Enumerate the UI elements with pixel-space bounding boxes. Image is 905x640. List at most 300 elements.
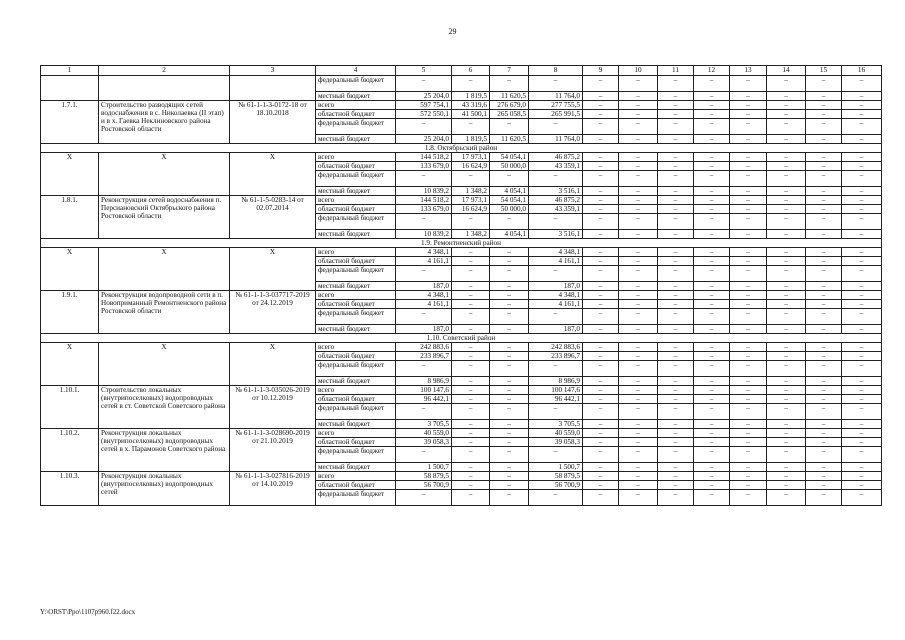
budget-value-cell: – bbox=[619, 187, 658, 196]
budget-value-cell: – bbox=[658, 395, 694, 404]
section-row bbox=[41, 144, 882, 153]
budget-value-cell: – bbox=[694, 395, 730, 404]
budget-value-cell: – bbox=[842, 230, 882, 239]
budget-value-cell: – bbox=[583, 463, 619, 472]
budget-value-cell: – bbox=[806, 76, 842, 92]
object-document: № 61-1-1-3-035026-2019 от 10.12.2019 bbox=[230, 386, 316, 429]
budget-value-cell: – bbox=[730, 76, 767, 92]
budget-value-cell: 4 161,1 bbox=[396, 300, 452, 309]
budget-value-cell: – bbox=[694, 361, 730, 377]
budget-value-cell: – bbox=[583, 438, 619, 447]
budget-value-cell: – bbox=[806, 162, 842, 171]
budget-value-cell: – bbox=[529, 266, 583, 282]
budget-value-cell: – bbox=[529, 119, 583, 135]
budget-value-cell: – bbox=[842, 490, 882, 506]
budget-value-cell: – bbox=[658, 162, 694, 171]
budget-value-cell: – bbox=[396, 361, 452, 377]
budget-value-cell: – bbox=[730, 325, 767, 334]
budget-value-cell: 1 500,7 bbox=[529, 463, 583, 472]
budget-value-cell: – bbox=[583, 92, 619, 101]
budget-value-cell: 46 875,2 bbox=[529, 196, 583, 205]
budget-value-cell: – bbox=[658, 343, 694, 352]
budget-value-cell: – bbox=[842, 447, 882, 463]
budget-type-label: федеральный бюджет bbox=[316, 214, 396, 230]
budget-value-cell: – bbox=[806, 325, 842, 334]
budget-value-cell: – bbox=[658, 300, 694, 309]
budget-value-cell: 3 516,1 bbox=[529, 230, 583, 239]
budget-value-cell: – bbox=[730, 377, 767, 386]
budget-type-label: областной бюджет bbox=[316, 205, 396, 214]
budget-value-cell: – bbox=[490, 481, 529, 490]
page-number: 29 bbox=[448, 27, 457, 36]
budget-value-cell: – bbox=[658, 463, 694, 472]
budget-value-cell: – bbox=[619, 463, 658, 472]
budget-value-cell: – bbox=[767, 309, 806, 325]
budget-value-cell: – bbox=[619, 214, 658, 230]
budget-value-cell: – bbox=[806, 153, 842, 162]
budget-value-cell: 4 348,1 bbox=[396, 248, 452, 257]
budget-value-cell: – bbox=[767, 171, 806, 187]
budget-value-cell: 39 058,3 bbox=[529, 438, 583, 447]
budget-value-cell: – bbox=[490, 429, 529, 438]
budget-value-cell: – bbox=[583, 395, 619, 404]
budget-value-cell: – bbox=[842, 463, 882, 472]
budget-value-cell: – bbox=[658, 481, 694, 490]
budget-value-cell: 11 620,5 bbox=[490, 135, 529, 144]
object-document: № 61-1-1-3-0172-18 от 18.10.2018 bbox=[230, 101, 316, 144]
column-header: 9 bbox=[583, 66, 619, 76]
budget-value-cell: – bbox=[658, 248, 694, 257]
budget-value-cell: – bbox=[452, 291, 490, 300]
budget-value-cell: – bbox=[452, 481, 490, 490]
budget-value-cell: – bbox=[806, 187, 842, 196]
object-document: № 61-1-1-3-028690-2019 от 21.10.2019 bbox=[230, 429, 316, 472]
budget-type-label: местный бюджет bbox=[316, 377, 396, 386]
budget-value-cell: – bbox=[842, 196, 882, 205]
budget-value-cell: – bbox=[806, 101, 842, 110]
budget-value-cell: – bbox=[730, 187, 767, 196]
budget-value-cell: 3 516,1 bbox=[529, 187, 583, 196]
budget-value-cell: – bbox=[806, 291, 842, 300]
budget-value-cell: 43 359,1 bbox=[529, 205, 583, 214]
budget-value-cell: – bbox=[730, 153, 767, 162]
budget-value-cell: – bbox=[658, 153, 694, 162]
budget-value-cell: – bbox=[396, 119, 452, 135]
budget-value-cell: – bbox=[490, 325, 529, 334]
budget-value-cell: – bbox=[730, 386, 767, 395]
empty-cell bbox=[230, 92, 316, 101]
budget-value-cell: 46 875,2 bbox=[529, 153, 583, 162]
budget-value-cell: – bbox=[452, 420, 490, 429]
budget-value-cell: – bbox=[842, 101, 882, 110]
budget-value-cell: – bbox=[730, 291, 767, 300]
budget-value-cell: – bbox=[694, 325, 730, 334]
budget-value-cell: – bbox=[490, 490, 529, 506]
budget-value-cell: – bbox=[842, 248, 882, 257]
budget-value-cell: – bbox=[583, 162, 619, 171]
budget-value-cell: – bbox=[396, 404, 452, 420]
budget-value-cell: 11 764,0 bbox=[529, 135, 583, 144]
budget-value-cell: – bbox=[806, 429, 842, 438]
budget-value-cell: – bbox=[452, 282, 490, 291]
budget-value-cell: 10 839,2 bbox=[396, 230, 452, 239]
budget-value-cell: – bbox=[842, 386, 882, 395]
column-header: 5 bbox=[396, 66, 452, 76]
budget-value-cell: – bbox=[490, 404, 529, 420]
column-header-row bbox=[41, 66, 882, 76]
budget-value-cell: – bbox=[842, 343, 882, 352]
budget-value-cell: – bbox=[730, 248, 767, 257]
table-row bbox=[41, 196, 882, 205]
budget-value-cell: – bbox=[694, 404, 730, 420]
budget-value-cell: – bbox=[767, 266, 806, 282]
budget-value-cell: – bbox=[658, 377, 694, 386]
budget-value-cell: – bbox=[583, 429, 619, 438]
budget-value-cell: – bbox=[490, 76, 529, 92]
budget-value-cell: – bbox=[658, 352, 694, 361]
budget-value-cell: – bbox=[806, 481, 842, 490]
budget-value-cell: – bbox=[583, 282, 619, 291]
budget-value-cell: – bbox=[619, 377, 658, 386]
budget-value-cell: – bbox=[767, 162, 806, 171]
budget-value-cell: – bbox=[730, 447, 767, 463]
column-header: 7 bbox=[490, 66, 529, 76]
budget-value-cell: – bbox=[694, 92, 730, 101]
budget-value-cell: – bbox=[842, 205, 882, 214]
budget-value-cell: – bbox=[452, 404, 490, 420]
budget-type-label: федеральный бюджет bbox=[316, 171, 396, 187]
budget-value-cell: – bbox=[452, 361, 490, 377]
budget-value-cell: – bbox=[490, 420, 529, 429]
budget-value-cell: 50 000,0 bbox=[490, 162, 529, 171]
budget-value-cell: – bbox=[658, 119, 694, 135]
budget-value-cell: – bbox=[842, 214, 882, 230]
table-row bbox=[41, 101, 882, 110]
object-number: 1.8.1. bbox=[41, 196, 99, 239]
budget-value-cell: – bbox=[842, 472, 882, 481]
budget-value-cell: – bbox=[694, 429, 730, 438]
budget-value-cell: – bbox=[694, 214, 730, 230]
budget-value-cell: – bbox=[452, 343, 490, 352]
budget-value-cell: – bbox=[842, 171, 882, 187]
budget-value-cell: – bbox=[730, 490, 767, 506]
budget-value-cell: 96 442,1 bbox=[529, 395, 583, 404]
budget-value-cell: – bbox=[842, 135, 882, 144]
budget-value-cell: – bbox=[730, 300, 767, 309]
budget-value-cell: – bbox=[658, 472, 694, 481]
budget-value-cell: – bbox=[842, 352, 882, 361]
budget-value-cell: – bbox=[619, 386, 658, 395]
budget-value-cell: 96 442,1 bbox=[396, 395, 452, 404]
budget-type-label: местный бюджет bbox=[316, 92, 396, 101]
budget-value-cell: – bbox=[490, 171, 529, 187]
budget-value-cell: – bbox=[490, 386, 529, 395]
budget-type-label: федеральный бюджет bbox=[316, 447, 396, 463]
budget-value-cell: 242 883,6 bbox=[529, 343, 583, 352]
column-header: 14 bbox=[767, 66, 806, 76]
budget-value-cell: 54 054,1 bbox=[490, 153, 529, 162]
budget-value-cell: – bbox=[730, 110, 767, 119]
budget-type-label: местный бюджет bbox=[316, 420, 396, 429]
budget-value-cell: – bbox=[767, 196, 806, 205]
budget-value-cell: – bbox=[842, 291, 882, 300]
object-name: Реконструкция сетей водоснабжения п. Персиановский Октябрьского района Ростовской области bbox=[99, 196, 230, 239]
budget-value-cell: – bbox=[396, 490, 452, 506]
budget-value-cell: – bbox=[730, 343, 767, 352]
budget-value-cell: – bbox=[619, 404, 658, 420]
budget-value-cell: 597 754,1 bbox=[396, 101, 452, 110]
budget-value-cell: – bbox=[694, 187, 730, 196]
budget-value-cell: – bbox=[619, 76, 658, 92]
budget-value-cell: – bbox=[767, 377, 806, 386]
budget-value-cell: – bbox=[730, 135, 767, 144]
budget-type-label: федеральный бюджет bbox=[316, 404, 396, 420]
budget-value-cell: – bbox=[730, 420, 767, 429]
budget-type-label: федеральный бюджет bbox=[316, 361, 396, 377]
budget-value-cell: – bbox=[396, 309, 452, 325]
budget-value-cell: – bbox=[730, 438, 767, 447]
budget-value-cell: 276 679,0 bbox=[490, 101, 529, 110]
budget-value-cell: 4 161,1 bbox=[529, 257, 583, 266]
budget-value-cell: – bbox=[806, 300, 842, 309]
budget-value-cell: – bbox=[767, 361, 806, 377]
budget-type-label: местный бюджет bbox=[316, 230, 396, 239]
budget-value-cell: – bbox=[730, 101, 767, 110]
budget-value-cell: – bbox=[619, 429, 658, 438]
table-row bbox=[41, 291, 882, 300]
budget-value-cell: – bbox=[730, 361, 767, 377]
budget-value-cell: 144 518,2 bbox=[396, 196, 452, 205]
budget-value-cell: – bbox=[583, 196, 619, 205]
budget-value-cell: – bbox=[658, 404, 694, 420]
budget-value-cell: – bbox=[694, 196, 730, 205]
budget-value-cell: – bbox=[658, 135, 694, 144]
budget-value-cell: – bbox=[583, 386, 619, 395]
column-header: 6 bbox=[452, 66, 490, 76]
budget-type-label: всего bbox=[316, 196, 396, 205]
column-header: 13 bbox=[730, 66, 767, 76]
budget-value-cell: – bbox=[842, 282, 882, 291]
footer-file-path: Y:\ORST\Ppo\1107p960.f22.docx bbox=[40, 608, 136, 616]
object-number: 1.10.1. bbox=[41, 386, 99, 429]
budget-value-cell: – bbox=[842, 162, 882, 171]
budget-value-cell: – bbox=[619, 291, 658, 300]
budget-value-cell: – bbox=[806, 309, 842, 325]
budget-value-cell: – bbox=[619, 248, 658, 257]
budget-value-cell: 39 058,3 bbox=[396, 438, 452, 447]
budget-type-label: всего bbox=[316, 386, 396, 395]
budget-value-cell: – bbox=[767, 101, 806, 110]
budget-value-cell: – bbox=[767, 395, 806, 404]
budget-value-cell: – bbox=[619, 196, 658, 205]
budget-value-cell: – bbox=[767, 463, 806, 472]
budget-type-label: местный бюджет bbox=[316, 135, 396, 144]
column-header: 12 bbox=[694, 66, 730, 76]
budget-value-cell: 4 348,1 bbox=[529, 248, 583, 257]
budget-value-cell: 187,0 bbox=[529, 325, 583, 334]
budget-value-cell: – bbox=[767, 214, 806, 230]
budget-value-cell: – bbox=[490, 257, 529, 266]
budget-value-cell: – bbox=[842, 110, 882, 119]
budget-value-cell: – bbox=[583, 309, 619, 325]
budget-value-cell: – bbox=[452, 447, 490, 463]
budget-value-cell: – bbox=[658, 420, 694, 429]
budget-value-cell: – bbox=[619, 110, 658, 119]
budget-value-cell: 8 986,9 bbox=[529, 377, 583, 386]
section-title: 1.9. Ремонтненский район bbox=[41, 239, 882, 248]
budget-value-cell: – bbox=[694, 266, 730, 282]
budget-table bbox=[40, 65, 882, 506]
object-name: Реконструкция локальных (внутрипоселковых) водопроводных сетей в х. Парамонов Советского района bbox=[99, 429, 230, 472]
budget-value-cell: – bbox=[658, 205, 694, 214]
budget-value-cell: – bbox=[767, 472, 806, 481]
budget-value-cell: – bbox=[730, 395, 767, 404]
budget-value-cell: – bbox=[452, 386, 490, 395]
column-header: 10 bbox=[619, 66, 658, 76]
budget-value-cell: – bbox=[583, 76, 619, 92]
budget-value-cell: – bbox=[767, 110, 806, 119]
budget-value-cell: – bbox=[730, 162, 767, 171]
budget-value-cell: – bbox=[452, 76, 490, 92]
budget-value-cell: – bbox=[767, 119, 806, 135]
budget-value-cell: – bbox=[490, 309, 529, 325]
object-number: 1.10.2. bbox=[41, 429, 99, 472]
budget-value-cell: 10 839,2 bbox=[396, 187, 452, 196]
budget-value-cell: – bbox=[583, 481, 619, 490]
budget-value-cell: – bbox=[619, 162, 658, 171]
budget-value-cell: – bbox=[452, 463, 490, 472]
budget-value-cell: 4 161,1 bbox=[529, 300, 583, 309]
budget-value-cell: – bbox=[767, 257, 806, 266]
budget-value-cell: – bbox=[658, 325, 694, 334]
budget-value-cell: – bbox=[730, 119, 767, 135]
budget-value-cell: – bbox=[658, 187, 694, 196]
budget-value-cell: – bbox=[658, 76, 694, 92]
budget-value-cell: – bbox=[842, 377, 882, 386]
budget-value-cell: – bbox=[694, 282, 730, 291]
budget-value-cell: – bbox=[490, 447, 529, 463]
budget-value-cell: – bbox=[694, 447, 730, 463]
budget-value-cell: 572 550,1 bbox=[396, 110, 452, 119]
section-row bbox=[41, 334, 882, 343]
object-name: Х bbox=[99, 343, 230, 386]
budget-value-cell: – bbox=[730, 214, 767, 230]
budget-value-cell: – bbox=[490, 343, 529, 352]
budget-value-cell: 41 500,1 bbox=[452, 110, 490, 119]
budget-value-cell: 40 559,0 bbox=[529, 429, 583, 438]
budget-type-label: областной бюджет bbox=[316, 395, 396, 404]
budget-value-cell: – bbox=[658, 309, 694, 325]
budget-value-cell: – bbox=[619, 300, 658, 309]
budget-value-cell: – bbox=[490, 248, 529, 257]
budget-type-label: всего bbox=[316, 472, 396, 481]
budget-value-cell: 133 679,0 bbox=[396, 162, 452, 171]
budget-value-cell: – bbox=[658, 438, 694, 447]
column-header: 8 bbox=[529, 66, 583, 76]
budget-value-cell: – bbox=[583, 300, 619, 309]
budget-value-cell: – bbox=[842, 153, 882, 162]
budget-value-cell: – bbox=[452, 490, 490, 506]
budget-value-cell: – bbox=[806, 266, 842, 282]
budget-value-cell: – bbox=[767, 205, 806, 214]
budget-value-cell: – bbox=[583, 291, 619, 300]
budget-value-cell: – bbox=[806, 361, 842, 377]
budget-value-cell: – bbox=[767, 282, 806, 291]
budget-value-cell: – bbox=[730, 92, 767, 101]
budget-value-cell: – bbox=[583, 325, 619, 334]
budget-value-cell: – bbox=[452, 472, 490, 481]
budget-value-cell: – bbox=[806, 214, 842, 230]
budget-value-cell: – bbox=[694, 101, 730, 110]
budget-value-cell: – bbox=[583, 230, 619, 239]
empty-cell bbox=[99, 92, 230, 101]
budget-value-cell: 3 705,5 bbox=[529, 420, 583, 429]
budget-value-cell: – bbox=[806, 343, 842, 352]
budget-value-cell: 1 500,7 bbox=[396, 463, 452, 472]
budget-value-cell: 8 986,9 bbox=[396, 377, 452, 386]
budget-value-cell: 4 161,1 bbox=[396, 257, 452, 266]
budget-type-label: федеральный бюджет bbox=[316, 490, 396, 506]
budget-value-cell: – bbox=[694, 309, 730, 325]
budget-value-cell: – bbox=[730, 266, 767, 282]
budget-value-cell: – bbox=[452, 300, 490, 309]
budget-value-cell: – bbox=[452, 171, 490, 187]
budget-value-cell: – bbox=[583, 352, 619, 361]
budget-value-cell: – bbox=[658, 92, 694, 101]
budget-value-cell: – bbox=[583, 420, 619, 429]
budget-type-label: местный бюджет bbox=[316, 325, 396, 334]
budget-type-label: областной бюджет bbox=[316, 438, 396, 447]
budget-value-cell: – bbox=[694, 171, 730, 187]
budget-value-cell: – bbox=[806, 171, 842, 187]
budget-value-cell: – bbox=[658, 361, 694, 377]
budget-value-cell: 40 559,0 bbox=[396, 429, 452, 438]
object-name: Х bbox=[99, 153, 230, 196]
budget-value-cell: – bbox=[767, 291, 806, 300]
budget-value-cell: – bbox=[806, 420, 842, 429]
budget-value-cell: 277 755,5 bbox=[529, 101, 583, 110]
budget-value-cell: 43 359,1 bbox=[529, 162, 583, 171]
budget-value-cell: – bbox=[619, 472, 658, 481]
table-row bbox=[41, 153, 882, 162]
budget-type-label: местный бюджет bbox=[316, 282, 396, 291]
budget-type-label: всего bbox=[316, 248, 396, 257]
budget-value-cell: 50 000,0 bbox=[490, 205, 529, 214]
budget-type-label: всего bbox=[316, 429, 396, 438]
budget-type-label: областной бюджет bbox=[316, 110, 396, 119]
budget-value-cell: – bbox=[806, 230, 842, 239]
budget-value-cell: 17 973,1 bbox=[452, 153, 490, 162]
budget-value-cell: – bbox=[529, 76, 583, 92]
budget-value-cell: – bbox=[730, 481, 767, 490]
budget-value-cell: – bbox=[490, 395, 529, 404]
table-row bbox=[41, 248, 882, 257]
budget-value-cell: – bbox=[694, 119, 730, 135]
budget-value-cell: – bbox=[529, 361, 583, 377]
object-number: 1.7.1. bbox=[41, 101, 99, 144]
budget-value-cell: – bbox=[452, 257, 490, 266]
object-name: Х bbox=[99, 248, 230, 291]
budget-value-cell: – bbox=[619, 420, 658, 429]
budget-value-cell: – bbox=[583, 472, 619, 481]
budget-type-label: местный бюджет bbox=[316, 463, 396, 472]
budget-value-cell: – bbox=[619, 352, 658, 361]
budget-value-cell: – bbox=[806, 377, 842, 386]
budget-value-cell: – bbox=[806, 438, 842, 447]
budget-value-cell: – bbox=[730, 257, 767, 266]
section-title: 1.10. Советский район bbox=[41, 334, 882, 343]
budget-value-cell: – bbox=[767, 325, 806, 334]
